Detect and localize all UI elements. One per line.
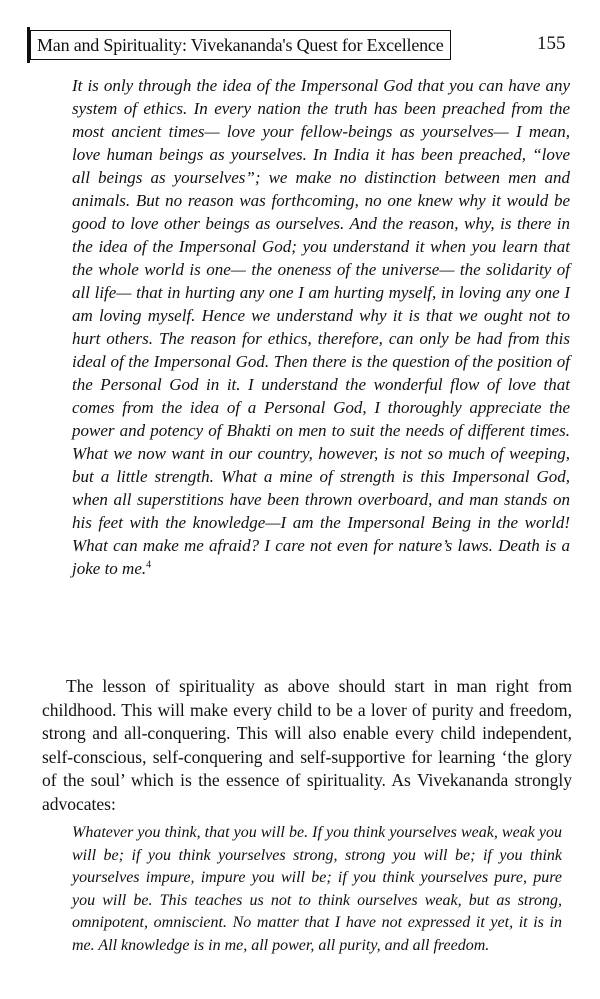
block-quote-impersonal-god [72,74,570,580]
body-paragraph: The lesson of spirituality as above should start in man right from childhood. This will make every child to be a lover of purity and freedom, strong and all-conquering. This will also enable every child independent, self-conscious, self-conquering and self-supportive for learning ‘the glory of the soul’ which is the essence of spirituality. As Vivekananda strongly advocates: [42,676,572,814]
footnote-marker: 4 [146,559,152,571]
page-number: 155 [537,33,566,54]
block-quote-text: It is only through the idea of the Impersonal God that you can have any system of ethics. In every nation the truth has been preached from the most ancient times— love your fellow-beings as yourselves— I mean, love human beings as yourselves. In India it has been preached, “love all beings as yourselves”; we make no distinction between men and animals. But no reason was forthcoming, no one knew why it would be good to love other beings as ourselves. And the reason, why, is there in the idea of the Impersonal God; you understand it when you learn that the whole world is one— the oneness of the universe— the solidarity of all life— that in hurting any one I am hurting myself, in loving any one I am loving myself. Hence we understand why it is that we ought not to hurt others. The reason for ethics, therefore, can only be had from this ideal of the Impersonal God. Then there is the question of the position of the Personal God in it. I understand the wonderful flow of love that comes from the idea of a Personal God, I thoroughly appreciate the power and potency of Bhakti on men to suit the needs of different times. What we now want in our country, however, is not so much of weeping, but a little strength. What a mine of strength is this Impersonal God, when all superstitions have been thrown overboard, and man stands on his feet with the knowledge—I am the Impersonal Being in the world! What can make me afraid? I care not even for nature’s laws. Death is a joke to me. [72,76,570,578]
block-quote-whatever-you-think: Whatever you think, that you will be. If you think yourselves weak, weak you will be; if you think yourselves strong, strong you will be; if you think yourselves impure, impure you will be; if you think yourselves pure, pure you will be. This teaches us not to think ourselves weak, but as strong, omnipotent, omniscient. No matter that I have not expressed it yet, it is in me. All knowledge is in me, all power, all purity, and all freedom. [72,824,562,954]
running-head-title: Man and Spirituality: Vivekananda's Quest for Excellence [30,30,451,60]
